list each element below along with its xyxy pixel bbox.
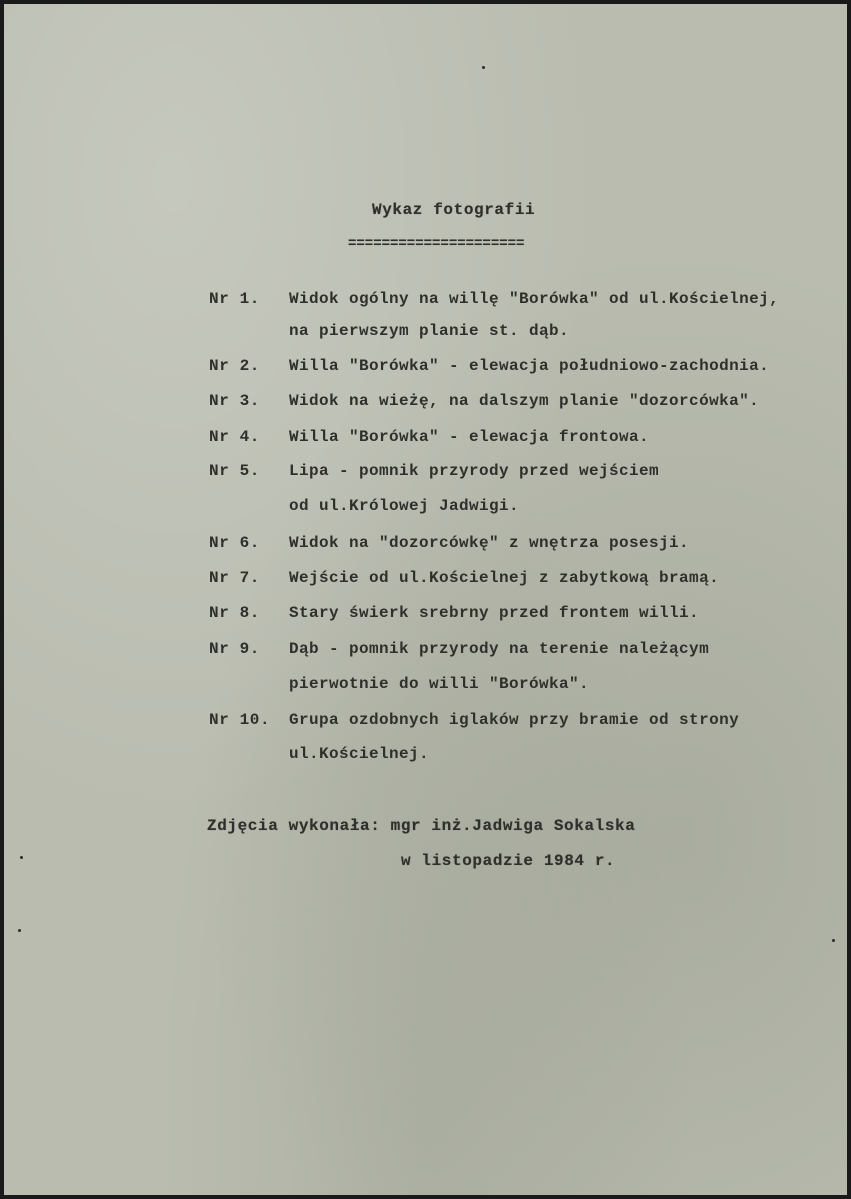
entry-number: Nr 8. xyxy=(209,604,261,622)
entry-text-line: od ul.Królowej Jadwigi. xyxy=(289,497,520,515)
photo-credit-author: Zdjęcia wykonała: mgr inż.Jadwiga Sokalska xyxy=(207,817,636,835)
entry-number: Nr 4. xyxy=(209,428,261,446)
entry-text-line: Grupa ozdobnych iglaków przy bramie od strony xyxy=(289,711,740,729)
entry-number: Nr 6. xyxy=(209,534,261,552)
entry-text-line: Dąb - pomnik przyrody na terenie należącym xyxy=(289,640,710,658)
entry-number: Nr 10. xyxy=(209,711,271,729)
entry-text-line: Willa "Borówka" - elewacja południowo-zachodnia. xyxy=(289,357,770,375)
entry-number: Nr 7. xyxy=(209,569,261,587)
entry-text-line: pierwotnie do willi "Borówka". xyxy=(289,675,590,693)
entry-number: Nr 5. xyxy=(209,462,261,480)
paper-speck xyxy=(20,856,23,859)
photo-credit-date: w listopadzie 1984 r. xyxy=(401,852,616,870)
paper-speck xyxy=(832,939,835,942)
title-underline: ===================== xyxy=(348,236,525,252)
document-title: Wykaz fotografii xyxy=(372,201,536,219)
entry-text-line: na pierwszym planie st. dąb. xyxy=(289,322,570,340)
entry-text-line: Willa "Borówka" - elewacja frontowa. xyxy=(289,428,650,446)
entry-text-line: Lipa - pomnik przyrody przed wejściem xyxy=(289,462,660,480)
entry-text-line: Wejście od ul.Kościelnej z zabytkową bramą. xyxy=(289,569,720,587)
entry-number: Nr 9. xyxy=(209,640,261,658)
entry-text-line: Stary świerk srebrny przed frontem willi. xyxy=(289,604,700,622)
entry-text-line: Widok ogólny na willę "Borówka" od ul.Kościelnej, xyxy=(289,290,780,308)
paper-speck xyxy=(18,929,21,932)
entry-number: Nr 3. xyxy=(209,392,261,410)
entry-text-line: ul.Kościelnej. xyxy=(289,745,430,763)
entry-text-line: Widok na "dozorcówkę" z wnętrza posesji. xyxy=(289,534,690,552)
paper-speck xyxy=(482,66,485,69)
entry-text-line: Widok na wieżę, na dalszym planie "dozorcówka". xyxy=(289,392,760,410)
entry-number: Nr 1. xyxy=(209,290,261,308)
entry-number: Nr 2. xyxy=(209,357,261,375)
